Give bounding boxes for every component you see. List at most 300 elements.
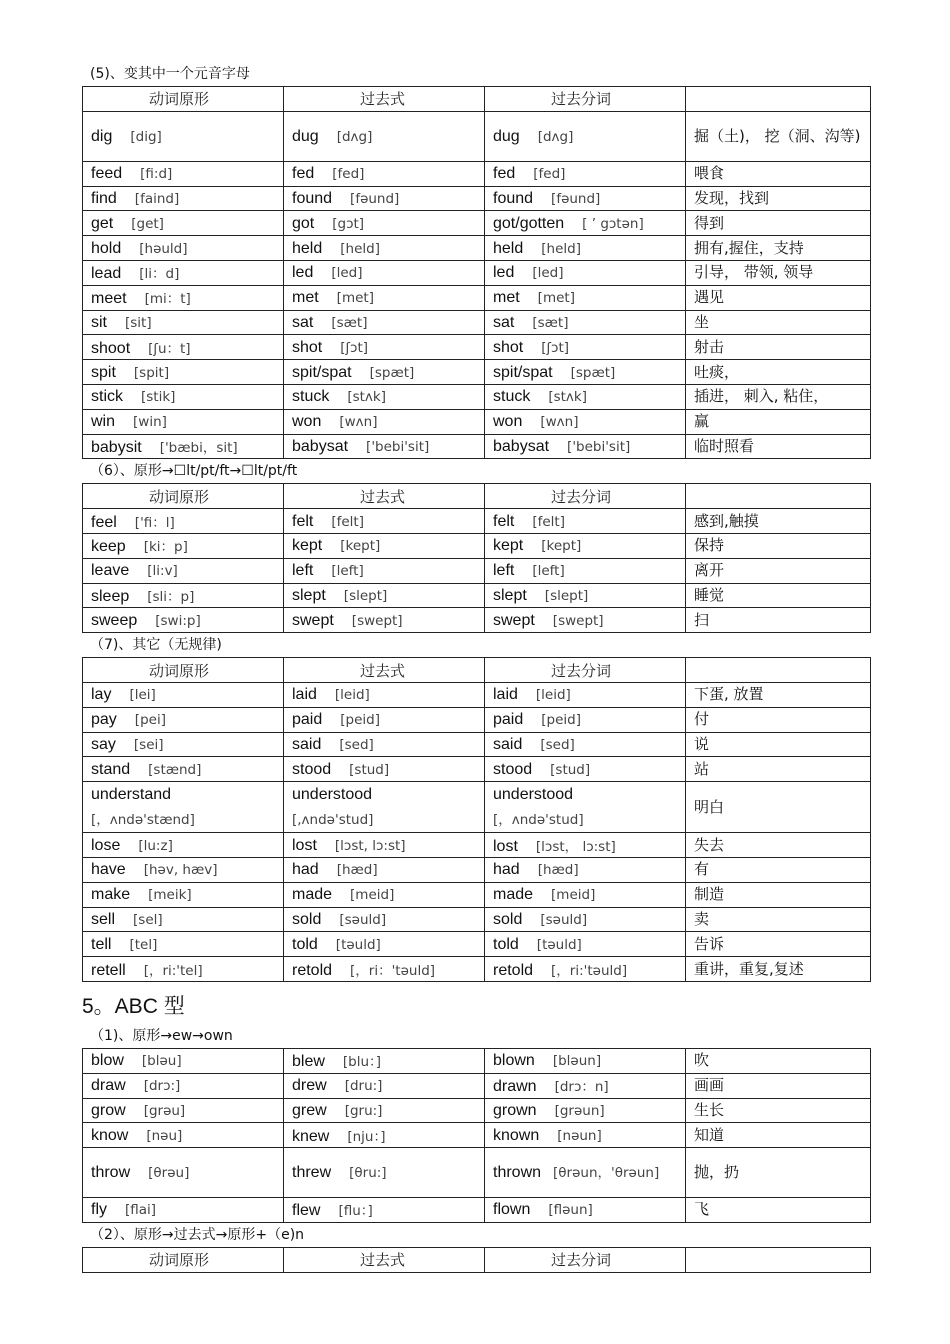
phonetic-line — [91, 807, 283, 832]
phonetic: [mi：t] — [144, 291, 191, 308]
past-cell — [284, 1073, 485, 1098]
past-cell — [284, 236, 485, 261]
pp-cell — [485, 360, 686, 385]
table-row — [83, 608, 871, 633]
word: retell — [91, 961, 126, 979]
word: grown — [493, 1101, 537, 1119]
word: threw — [292, 1164, 332, 1182]
pp-cell — [485, 932, 686, 957]
phonetic: [，ʌndə'stud] — [493, 812, 584, 829]
past-cell — [284, 682, 485, 707]
word: led — [493, 264, 515, 282]
meaning-cell: 有 — [686, 857, 871, 882]
past-cell — [284, 558, 485, 583]
phonetic: [lei] — [129, 687, 156, 704]
word: flown — [493, 1201, 531, 1219]
pp-cell — [485, 161, 686, 186]
base-cell — [83, 757, 284, 782]
table-row — [83, 732, 871, 757]
base-cell — [83, 335, 284, 360]
word: kept — [292, 537, 323, 555]
table-row — [83, 1198, 871, 1223]
base-cell — [83, 558, 284, 583]
past-cell — [284, 957, 485, 982]
phonetic: [meid] — [350, 887, 395, 904]
table-row — [83, 111, 871, 161]
word: led — [292, 264, 314, 282]
word: stood — [493, 760, 533, 778]
past-cell — [284, 833, 485, 858]
phonetic: [stud] — [349, 761, 390, 778]
base-cell — [83, 409, 284, 434]
word: retold — [292, 961, 333, 979]
phonetic: [wʌn] — [339, 414, 378, 431]
pp-cell — [485, 310, 686, 335]
word: got/gotten — [493, 214, 565, 232]
word: lost — [292, 836, 317, 854]
pp-cell — [485, 583, 686, 608]
past-cell — [284, 732, 485, 757]
base-cell — [83, 932, 284, 957]
word: sweep — [91, 611, 138, 629]
pp-cell — [485, 558, 686, 583]
word: flew — [292, 1202, 321, 1220]
table-header-row — [83, 484, 871, 509]
pp-cell — [485, 782, 686, 833]
meaning-cell: 坐 — [686, 310, 871, 335]
header-base: 动词原形 — [83, 1247, 284, 1272]
pp-cell — [485, 260, 686, 285]
base-cell — [83, 907, 284, 932]
word: babysit — [91, 438, 142, 456]
phonetic: [held] — [541, 240, 581, 257]
base-cell — [83, 782, 284, 833]
table-row — [83, 1048, 871, 1073]
phonetic: [sæt] — [331, 314, 368, 331]
word: made — [493, 886, 534, 904]
table-header-row — [83, 1247, 871, 1272]
pp-cell — [485, 757, 686, 782]
word: retold — [493, 961, 534, 979]
word: felt — [493, 512, 515, 530]
past-cell — [284, 608, 485, 633]
phonetic: [，ri:'tel] — [143, 962, 203, 979]
meaning-cell: 付 — [686, 707, 871, 732]
word: stuck — [493, 388, 531, 406]
meaning-cell: 画画 — [686, 1073, 871, 1098]
meaning-cell: 吐痰， — [686, 360, 871, 385]
past-cell — [284, 186, 485, 211]
table-row — [83, 882, 871, 907]
past-cell — [284, 111, 485, 161]
phonetic: [dʌg] — [537, 128, 574, 145]
word: have — [91, 861, 126, 879]
phonetic: [fəund] — [350, 190, 400, 207]
past-cell — [284, 857, 485, 882]
phonetic: [meid] — [551, 887, 596, 904]
word: shoot — [91, 339, 131, 357]
word: stick — [91, 388, 123, 406]
word: drawn — [493, 1078, 537, 1096]
header-past: 过去式 — [284, 87, 485, 112]
phonetic: [slept] — [343, 587, 388, 604]
header-base: 动词原形 — [83, 484, 284, 509]
word: babysat — [292, 437, 349, 455]
phonetic: [lɔst, lɔ:st] — [334, 837, 406, 854]
table-row — [83, 1123, 871, 1148]
base-cell — [83, 1148, 284, 1198]
table-row — [83, 682, 871, 707]
word: get — [91, 214, 114, 232]
abc-1-title: （1)、原形→ew→own — [90, 1027, 233, 1044]
phonetic: [bləu] — [141, 1053, 182, 1070]
phonetic: [peid] — [340, 712, 380, 729]
past-cell — [284, 782, 485, 833]
phonetic: [stʌk] — [347, 389, 387, 406]
word: made — [292, 886, 333, 904]
phonetic: ['bæbi，sit] — [159, 439, 238, 456]
header-meaning — [686, 87, 871, 112]
section-7-title: （7)、其它（无规律) — [90, 637, 222, 654]
word: dug — [292, 127, 319, 145]
phonetic: [blu：] — [342, 1054, 382, 1071]
word: babysat — [493, 437, 550, 455]
pp-cell — [485, 1148, 686, 1198]
meaning-cell: 抛，扔 — [686, 1148, 871, 1198]
past-cell — [284, 882, 485, 907]
word: feed — [91, 165, 123, 183]
phonetic: [left] — [331, 563, 364, 580]
table-header-row — [83, 658, 871, 683]
section-6-title: （6）、原形→☐lt/pt/ft→☐lt/pt/ft — [90, 463, 298, 480]
phonetic: [flu：] — [338, 1203, 373, 1220]
meaning-cell: 发现，找到 — [686, 186, 871, 211]
phonetic: [səuld] — [339, 911, 387, 928]
word: got — [292, 214, 315, 232]
word: sat — [493, 313, 515, 331]
sec5-body — [83, 111, 871, 459]
past-cell — [284, 434, 485, 459]
table-abc2 — [82, 1247, 871, 1273]
past-cell — [284, 1123, 485, 1148]
meaning-cell: 制造 — [686, 882, 871, 907]
table-row — [83, 409, 871, 434]
word: tell — [91, 935, 112, 953]
word: shot — [292, 338, 323, 356]
pp-cell — [485, 1198, 686, 1223]
meaning-cell: 得到 — [686, 211, 871, 236]
word-line — [292, 782, 484, 807]
past-cell — [284, 932, 485, 957]
pp-cell — [485, 608, 686, 633]
pp-cell — [485, 732, 686, 757]
table-row — [83, 260, 871, 285]
past-cell — [284, 211, 485, 236]
base-cell — [83, 1198, 284, 1223]
table-row — [83, 384, 871, 409]
word: left — [493, 562, 515, 580]
base-cell — [83, 533, 284, 558]
phonetic: [drɔ：n] — [554, 1079, 609, 1096]
phonetic: ['bebi'sit] — [366, 438, 430, 455]
word: spit/spat — [292, 363, 352, 381]
past-cell — [284, 335, 485, 360]
table-row — [83, 907, 871, 932]
word: paid — [493, 711, 524, 729]
past-cell — [284, 707, 485, 732]
phonetic: [leid] — [334, 687, 370, 704]
base-cell — [83, 211, 284, 236]
phonetic: [met] — [537, 290, 575, 307]
base-cell — [83, 732, 284, 757]
base-cell — [83, 260, 284, 285]
pp-cell — [485, 882, 686, 907]
header-meaning — [686, 658, 871, 683]
pp-cell — [485, 533, 686, 558]
meaning-cell: 赢 — [686, 409, 871, 434]
header-pp: 过去分词 — [485, 1247, 686, 1272]
pp-cell — [485, 1098, 686, 1123]
word: know — [91, 1126, 129, 1144]
phonetic: [dig] — [130, 128, 162, 145]
phonetic: [lu:z] — [138, 837, 173, 854]
phonetic: [ki：p] — [143, 539, 188, 556]
word: found — [292, 189, 333, 207]
word: said — [493, 735, 523, 753]
word: understand — [91, 786, 172, 804]
pp-cell — [485, 186, 686, 211]
pp-cell — [485, 833, 686, 858]
word: understood — [493, 786, 574, 804]
past-cell — [284, 409, 485, 434]
past-cell — [284, 360, 485, 385]
word: laid — [292, 686, 317, 704]
meaning-cell: 说 — [686, 732, 871, 757]
table-row — [83, 236, 871, 261]
phonetic: [ ’ gɔtən] — [582, 215, 644, 232]
phonetic: [li：d] — [139, 266, 180, 283]
past-cell — [284, 260, 485, 285]
past-cell — [284, 509, 485, 534]
word: known — [493, 1126, 540, 1144]
word-line — [493, 782, 685, 807]
header-meaning — [686, 1247, 871, 1272]
header-base: 动词原形 — [83, 658, 284, 683]
pp-cell — [485, 707, 686, 732]
phonetic: [dʌg] — [336, 128, 373, 145]
phonetic: [hæd] — [537, 862, 579, 879]
meaning-cell: 告诉 — [686, 932, 871, 957]
table-sec6 — [82, 483, 871, 633]
phonetic: [kept] — [340, 538, 381, 555]
word: said — [292, 735, 322, 753]
word: fly — [91, 1201, 107, 1219]
pp-cell — [485, 236, 686, 261]
phonetic: [met] — [336, 290, 374, 307]
base-cell — [83, 1098, 284, 1123]
phonetic: [sit] — [125, 314, 152, 331]
word: slept — [493, 586, 527, 604]
phonetic: [sel] — [133, 911, 163, 928]
word: shot — [493, 338, 524, 356]
phonetic: [swi:p] — [155, 612, 201, 629]
table-sec7 — [82, 657, 871, 982]
phonetic: [felt] — [331, 513, 364, 530]
phonetic: [kept] — [541, 538, 582, 555]
word: keep — [91, 538, 126, 556]
pp-cell — [485, 409, 686, 434]
word: sat — [292, 313, 314, 331]
word: told — [493, 935, 519, 953]
table-header-row — [83, 87, 871, 112]
table-row — [83, 360, 871, 385]
phonetic: [fed] — [533, 166, 566, 183]
phonetic: [dru:] — [344, 1078, 383, 1095]
past-cell — [284, 1148, 485, 1198]
pp-cell — [485, 1048, 686, 1073]
word: had — [292, 861, 319, 879]
phonetic: [fləun] — [548, 1202, 593, 1219]
sec6-body — [83, 509, 871, 633]
table-row — [83, 583, 871, 608]
phonetic: [fed] — [332, 166, 365, 183]
phonetic: [ʃɔt] — [340, 339, 369, 356]
meaning-cell: 明白 — [686, 782, 871, 833]
header-base: 动词原形 — [83, 87, 284, 112]
pp-cell — [485, 1123, 686, 1148]
word: spit — [91, 363, 116, 381]
word: told — [292, 935, 318, 953]
word: met — [493, 289, 520, 307]
meaning-cell: 离开 — [686, 558, 871, 583]
word: pay — [91, 711, 117, 729]
word: lay — [91, 686, 112, 704]
phonetic: [lɔst， lɔ:st] — [535, 838, 616, 855]
word: sell — [91, 910, 116, 928]
phonetic: [faind] — [134, 190, 180, 207]
meaning-cell: 卖 — [686, 907, 871, 932]
word: kept — [493, 537, 524, 555]
meaning-cell: 拥有,握住，支持 — [686, 236, 871, 261]
past-cell — [284, 161, 485, 186]
phonetic: [meik] — [148, 887, 192, 904]
base-cell — [83, 111, 284, 161]
phonetic: ['fi：l] — [134, 514, 175, 531]
word: thrown — [493, 1164, 542, 1182]
pp-cell — [485, 335, 686, 360]
table-row — [83, 335, 871, 360]
past-cell — [284, 583, 485, 608]
pp-cell — [485, 111, 686, 161]
table-abc1 — [82, 1048, 871, 1223]
table-row — [83, 1073, 871, 1098]
phonetic: [nju：] — [347, 1128, 386, 1145]
phonetic: [led] — [532, 265, 564, 282]
table-row — [83, 1098, 871, 1123]
meaning-cell: 重讲，重复,复述 — [686, 957, 871, 982]
phonetic: [həv, hæv] — [143, 862, 218, 879]
word: sold — [292, 910, 322, 928]
table-row — [83, 186, 871, 211]
word: swept — [292, 611, 334, 629]
word: stuck — [292, 388, 330, 406]
word: blown — [493, 1052, 535, 1070]
phonetic: [sei] — [133, 736, 164, 753]
word: hold — [91, 239, 122, 257]
phonetic: [peid] — [541, 712, 581, 729]
header-pp: 过去分词 — [485, 658, 686, 683]
word: lose — [91, 836, 121, 854]
phonetic: [θrəu] — [148, 1165, 190, 1182]
header-past: 过去式 — [284, 1247, 485, 1272]
base-cell — [83, 1073, 284, 1098]
pp-cell — [485, 857, 686, 882]
word-line — [91, 782, 283, 807]
word: stood — [292, 760, 332, 778]
past-cell — [284, 1048, 485, 1073]
base-cell — [83, 161, 284, 186]
sec7-body — [83, 682, 871, 981]
base-cell — [83, 285, 284, 310]
table-row — [83, 509, 871, 534]
phonetic: [，ri:'təuld] — [551, 962, 628, 979]
phonetic: [hæd] — [336, 862, 378, 879]
phonetic: [həuld] — [139, 240, 188, 257]
phonetic: [ʃu：t] — [148, 340, 191, 357]
word: laid — [493, 686, 518, 704]
word: meet — [91, 290, 127, 308]
word: say — [91, 735, 116, 753]
base-cell — [83, 310, 284, 335]
base-cell — [83, 707, 284, 732]
word: blew — [292, 1053, 325, 1071]
meaning-cell: 保持 — [686, 533, 871, 558]
base-cell — [83, 583, 284, 608]
pp-cell — [485, 907, 686, 932]
meaning-cell: 失去 — [686, 833, 871, 858]
phonetic: [spæt] — [369, 364, 415, 381]
word: paid — [292, 711, 323, 729]
word: lost — [493, 837, 518, 855]
meaning-cell: 下蛋, 放置 — [686, 682, 871, 707]
phonetic: [tel] — [129, 936, 158, 953]
word: met — [292, 289, 319, 307]
document-page — [82, 62, 870, 1273]
word: throw — [91, 1164, 131, 1182]
table-row — [83, 957, 871, 982]
word: feel — [91, 513, 117, 531]
word: sit — [91, 313, 107, 331]
base-cell — [83, 857, 284, 882]
section-5-title: (5)、变其中一个元音字母 — [90, 66, 250, 82]
word: held — [292, 239, 323, 257]
table-row — [83, 533, 871, 558]
past-cell — [284, 757, 485, 782]
phonetic: [get] — [131, 215, 164, 232]
word: make — [91, 886, 131, 904]
pp-cell — [485, 509, 686, 534]
base-cell — [83, 882, 284, 907]
meaning-cell: 睡觉 — [686, 583, 871, 608]
phonetic: [spæt] — [570, 364, 616, 381]
base-cell — [83, 608, 284, 633]
word: stand — [91, 760, 131, 778]
phonetic: [θrəun，'θrəun] — [553, 1165, 660, 1182]
word: grow — [91, 1101, 126, 1119]
phonetic: [led] — [331, 265, 363, 282]
past-cell — [284, 310, 485, 335]
word: left — [292, 562, 314, 580]
